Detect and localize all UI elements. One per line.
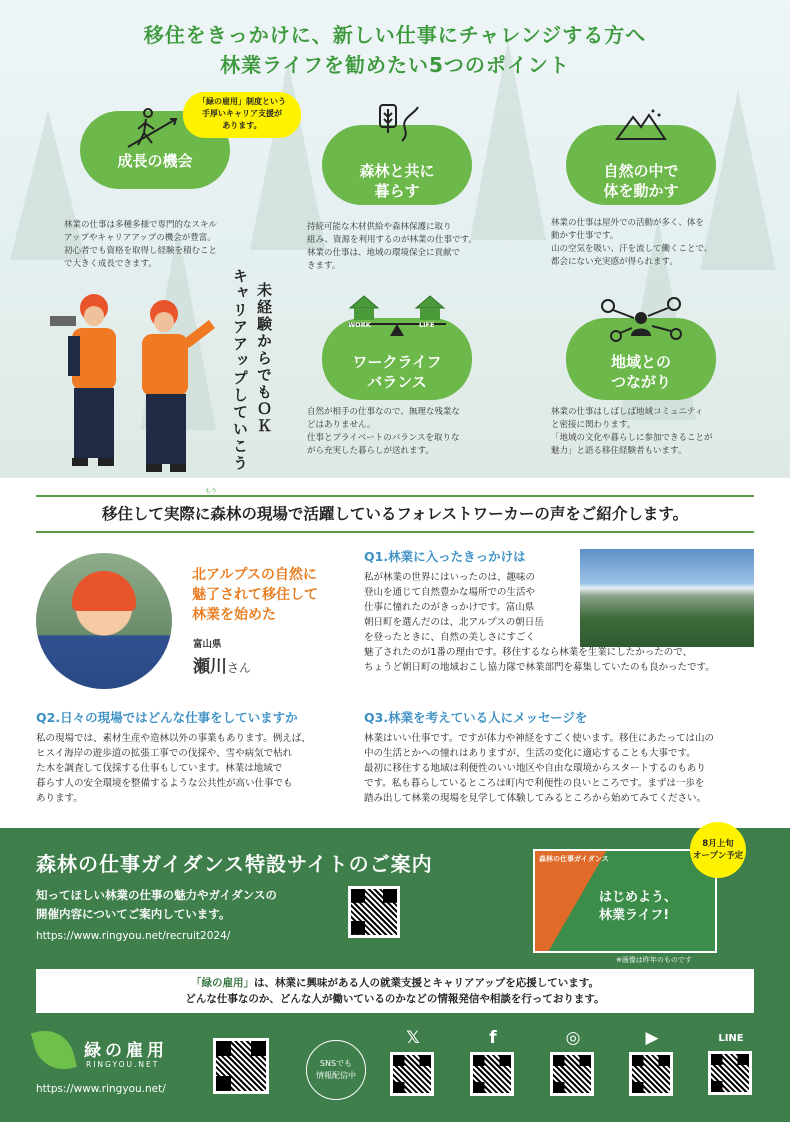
career-support-bubble — [183, 92, 301, 138]
headline-line1: 移住をきっかけに、新しい仕事にチャレンジする方へ — [143, 23, 647, 47]
desc-line: で大きく成長できます。 — [64, 259, 157, 269]
interview-catchphrase — [192, 565, 318, 625]
point-work-life-balance — [322, 318, 472, 400]
sns-instagram[interactable] — [548, 1028, 598, 1092]
point-desc — [307, 406, 460, 458]
support-line-2: どんな仕事なのか、どんな人が働いているのかなどの情報発信や相談を行っております。 — [185, 993, 605, 1005]
bubble-line: あります。 — [222, 121, 262, 130]
guidance-section — [0, 828, 790, 1122]
work-tag: WORK — [348, 321, 371, 329]
image-note: ※画像は昨年のものです — [616, 956, 692, 964]
point-label: 森林と共に — [359, 162, 435, 180]
logo-text-jp: 緑の雇用 — [84, 1041, 168, 1061]
point-label: つながり — [610, 373, 671, 391]
badge-line: オープン予定 — [692, 851, 744, 861]
point-label: 自然の中で — [603, 162, 679, 180]
catch-line: 北アルプスの自然に — [192, 567, 317, 583]
helmet-shape — [72, 571, 136, 611]
answer-line: ちょうど朝日町の地域おこし協力隊で林業部門を募集していたのも良かったです。 — [364, 662, 715, 673]
youtube-icon: ▶ — [645, 1028, 659, 1048]
guidance-qr-code[interactable] — [348, 886, 400, 938]
answer-line: 暮らす人の安全環境を整備するような公共性が高い仕事でも — [36, 778, 293, 789]
answer-line: 林業はいい仕事です。ですが体力や神経をすごく使います。移住にあたっては山の — [364, 733, 714, 744]
desc-line: 組み、資源を利用するのが林業の仕事です。 — [307, 235, 477, 245]
support-box — [36, 969, 754, 1013]
point-desc — [64, 219, 217, 271]
line-icon: LINE — [718, 1033, 744, 1044]
sns-badge — [306, 1040, 366, 1100]
desc-line: どはありません。 — [307, 420, 376, 430]
headline-line2: 林業ライフを勧めたい5つのポイント — [220, 53, 570, 77]
desc-line: 動かす仕事です。 — [551, 231, 619, 241]
mountain-icon — [613, 107, 669, 143]
point-label: バランス — [367, 373, 427, 391]
q2-answer — [36, 731, 311, 806]
desc-line: 自然が相手の仕事なので、無理な残業な — [307, 407, 460, 417]
mountain-photo — [580, 549, 754, 647]
answer-line: です。私も暮らしているところは町内で利便性の良いところです。まずは一歩を — [364, 778, 705, 789]
life-tag: LIFE — [419, 321, 435, 329]
answer-line: 仕事に憧れたのがきっかけです。富山県 — [364, 602, 535, 613]
facebook-qr-code[interactable] — [470, 1052, 514, 1096]
support-text: は、林業に興味がある人の就業支援とキャリアアップを応援しています。 — [254, 977, 599, 989]
point-label: ワークライフ — [352, 353, 442, 371]
desc-line: 山の空気を吸い、汗を流して働くことで、 — [551, 244, 713, 254]
desc-line: きます。 — [307, 261, 341, 271]
q3-title: Q3.林業を考えている人にメッセージを — [364, 710, 588, 725]
bubble-line: 手厚いキャリア支援が — [202, 109, 282, 118]
line-qr-code[interactable] — [708, 1051, 752, 1095]
point-desc — [307, 221, 477, 273]
youtube-qr-code[interactable] — [629, 1052, 673, 1096]
instagram-qr-code[interactable] — [550, 1052, 594, 1096]
site-url-link[interactable]: https://www.ringyou.net/ — [36, 1083, 166, 1095]
x-qr-code[interactable] — [390, 1052, 434, 1096]
forest-road-icon — [372, 101, 422, 145]
sns-badge-line: 情報配信中 — [316, 1071, 356, 1080]
instagram-icon: ◎ — [565, 1028, 581, 1048]
forest-workers-photo — [46, 288, 216, 478]
guidance-url-link[interactable]: https://www.ringyou.net/recruit2024/ — [36, 930, 231, 942]
desc-line: 林業の仕事は屋外での活動が多く、体を — [551, 218, 704, 228]
site-copy-line: はじめよう、 — [599, 890, 678, 905]
answer-line: 私の現場では、素材生産や造林以外の事業もあります。例えば、 — [36, 733, 311, 744]
guidance-text — [36, 886, 277, 924]
voice-section-title — [36, 495, 754, 533]
desc-line: 仕事とプライベートのバランスを取りな — [307, 433, 460, 443]
vertical-slogan-1: 未経験からでもＯＫ — [255, 282, 273, 435]
answer-line: 魅了されたのが1番の理由です。移住するなら林業を生業にしたかったので、 — [364, 647, 693, 658]
desc-line: 魅力」と語る移住経験者もいます。 — [551, 446, 687, 456]
desc-line: 都会にない充実感が得られます。 — [551, 257, 678, 267]
interviewee-name — [193, 652, 251, 677]
point-desc — [551, 217, 712, 269]
sns-facebook[interactable] — [468, 1028, 518, 1092]
opening-badge — [690, 822, 746, 878]
answer-line: 中の生活とかへの憧れはありますが、生活の変化に適応することも大事です。 — [364, 748, 696, 759]
answer-line: 朝日町を選んだのは、北アルプスの朝日岳 — [364, 617, 544, 628]
point-forest-life — [322, 125, 472, 205]
desc-line: 初心者でも資格を取得し経験を積むこと — [64, 246, 218, 256]
site-copy-line: 林業ライフ! — [599, 908, 670, 923]
desc-line: がら充実した暮らしが送れます。 — [307, 446, 434, 456]
name-suffix: さん — [227, 661, 252, 675]
catch-line: 林業を始めた — [192, 607, 276, 623]
voice-title-text: 移住して実際に森林の現場で活躍しているフォレストワーカーの声をご紹介します。 — [101, 505, 689, 523]
desc-line: 林業の仕事はしばしば地域コミュニティ — [551, 407, 704, 417]
guidance-title: 森林の仕事ガイダンス特設サイトのご案内 — [36, 852, 433, 876]
answer-line: 踏み出して林業の現場を見学して体験してみるところから始めてみてください。 — [364, 793, 707, 804]
point-label: 地域との — [610, 353, 671, 371]
site-image-copy — [599, 889, 677, 925]
facebook-icon: f — [489, 1028, 497, 1048]
q2-title: Q2.日々の現場ではどんな仕事をしていますか — [36, 710, 298, 725]
support-highlight: 「緑の雇用」 — [191, 977, 255, 989]
sns-line[interactable] — [706, 1028, 756, 1094]
point-label: 成長の機会 — [117, 152, 193, 170]
answer-line: 最初に移住する地域は利便性のいい地区や自由な環境からスタートするのもあり — [364, 763, 706, 774]
desc-line: 「地域の文化や暮らしに参加できることが — [551, 433, 713, 443]
bubble-line: 「緑の雇用」制度という — [198, 97, 286, 106]
point-community — [566, 318, 716, 400]
point-label: 暮らす — [374, 182, 420, 200]
point-label: 体を動かす — [603, 182, 679, 200]
answer-line: を登ったときに、自然の美しさにすごく — [364, 632, 536, 643]
answer-line: 登山を通じて自然豊かな場所での生活や — [364, 587, 536, 598]
guidance-site-image[interactable] — [533, 849, 717, 953]
support-line-1 — [36, 975, 754, 991]
catch-line: 魅了されて移住して — [192, 587, 318, 603]
headline — [0, 20, 790, 80]
vertical-slogan-2: キャリアアップしていこう — [231, 268, 249, 472]
logo-text-en: RINGYOU.NET — [86, 1060, 160, 1069]
answer-line: ヒスイ海岸の遊歩道の拡張工事での伐採や、雪や病気で枯れ — [36, 748, 293, 759]
sns-badge-line: SNSでも — [319, 1059, 353, 1068]
hiker-icon — [120, 107, 190, 151]
point-outdoor-activity — [566, 125, 716, 205]
x-icon: 𝕏 — [406, 1028, 420, 1048]
desc-line: 林業の仕事は、地域の環境保全に貢献で — [307, 248, 461, 258]
site-qr-code[interactable] — [213, 1038, 269, 1094]
sns-x[interactable] — [388, 1028, 438, 1092]
answer-line: あります。 — [36, 793, 83, 804]
point-desc — [551, 406, 713, 458]
desc-line: 持続可能な木材供給や森林保護に取り — [307, 222, 452, 232]
prefecture-label: 富山県 — [193, 639, 222, 650]
interviewee-photo — [36, 553, 172, 689]
guidance-line: 知ってほしい林業の仕事の魅力やガイダンスの — [36, 888, 277, 902]
guidance-line: 開催内容についてご案内しています。 — [36, 907, 231, 921]
badge-line: 8月上旬 — [702, 839, 734, 849]
ruby-text: もり — [205, 488, 218, 495]
points-section — [0, 0, 790, 478]
community-icon — [596, 296, 686, 344]
desc-line: 林業の仕事は多種多様で専門的なスキル — [64, 220, 217, 230]
q1-title: Q1.林業に入ったきっかけは — [364, 549, 526, 564]
name-text: 瀬川 — [193, 657, 227, 677]
leaf-icon — [31, 1024, 77, 1076]
desc-line: アップやキャリアアップの機会が豊富。 — [64, 233, 216, 243]
q3-answer — [364, 731, 714, 806]
site-image-title: 森林の仕事ガイダンス — [539, 855, 609, 863]
sns-youtube[interactable] — [627, 1028, 677, 1092]
desc-line: と密接に関わります。 — [551, 420, 636, 430]
answer-line: た木を調査して伐採する仕事もしています。林業は地域で — [36, 763, 283, 774]
answer-line: 私が林業の世界にはいったのは、趣味の — [364, 572, 536, 583]
